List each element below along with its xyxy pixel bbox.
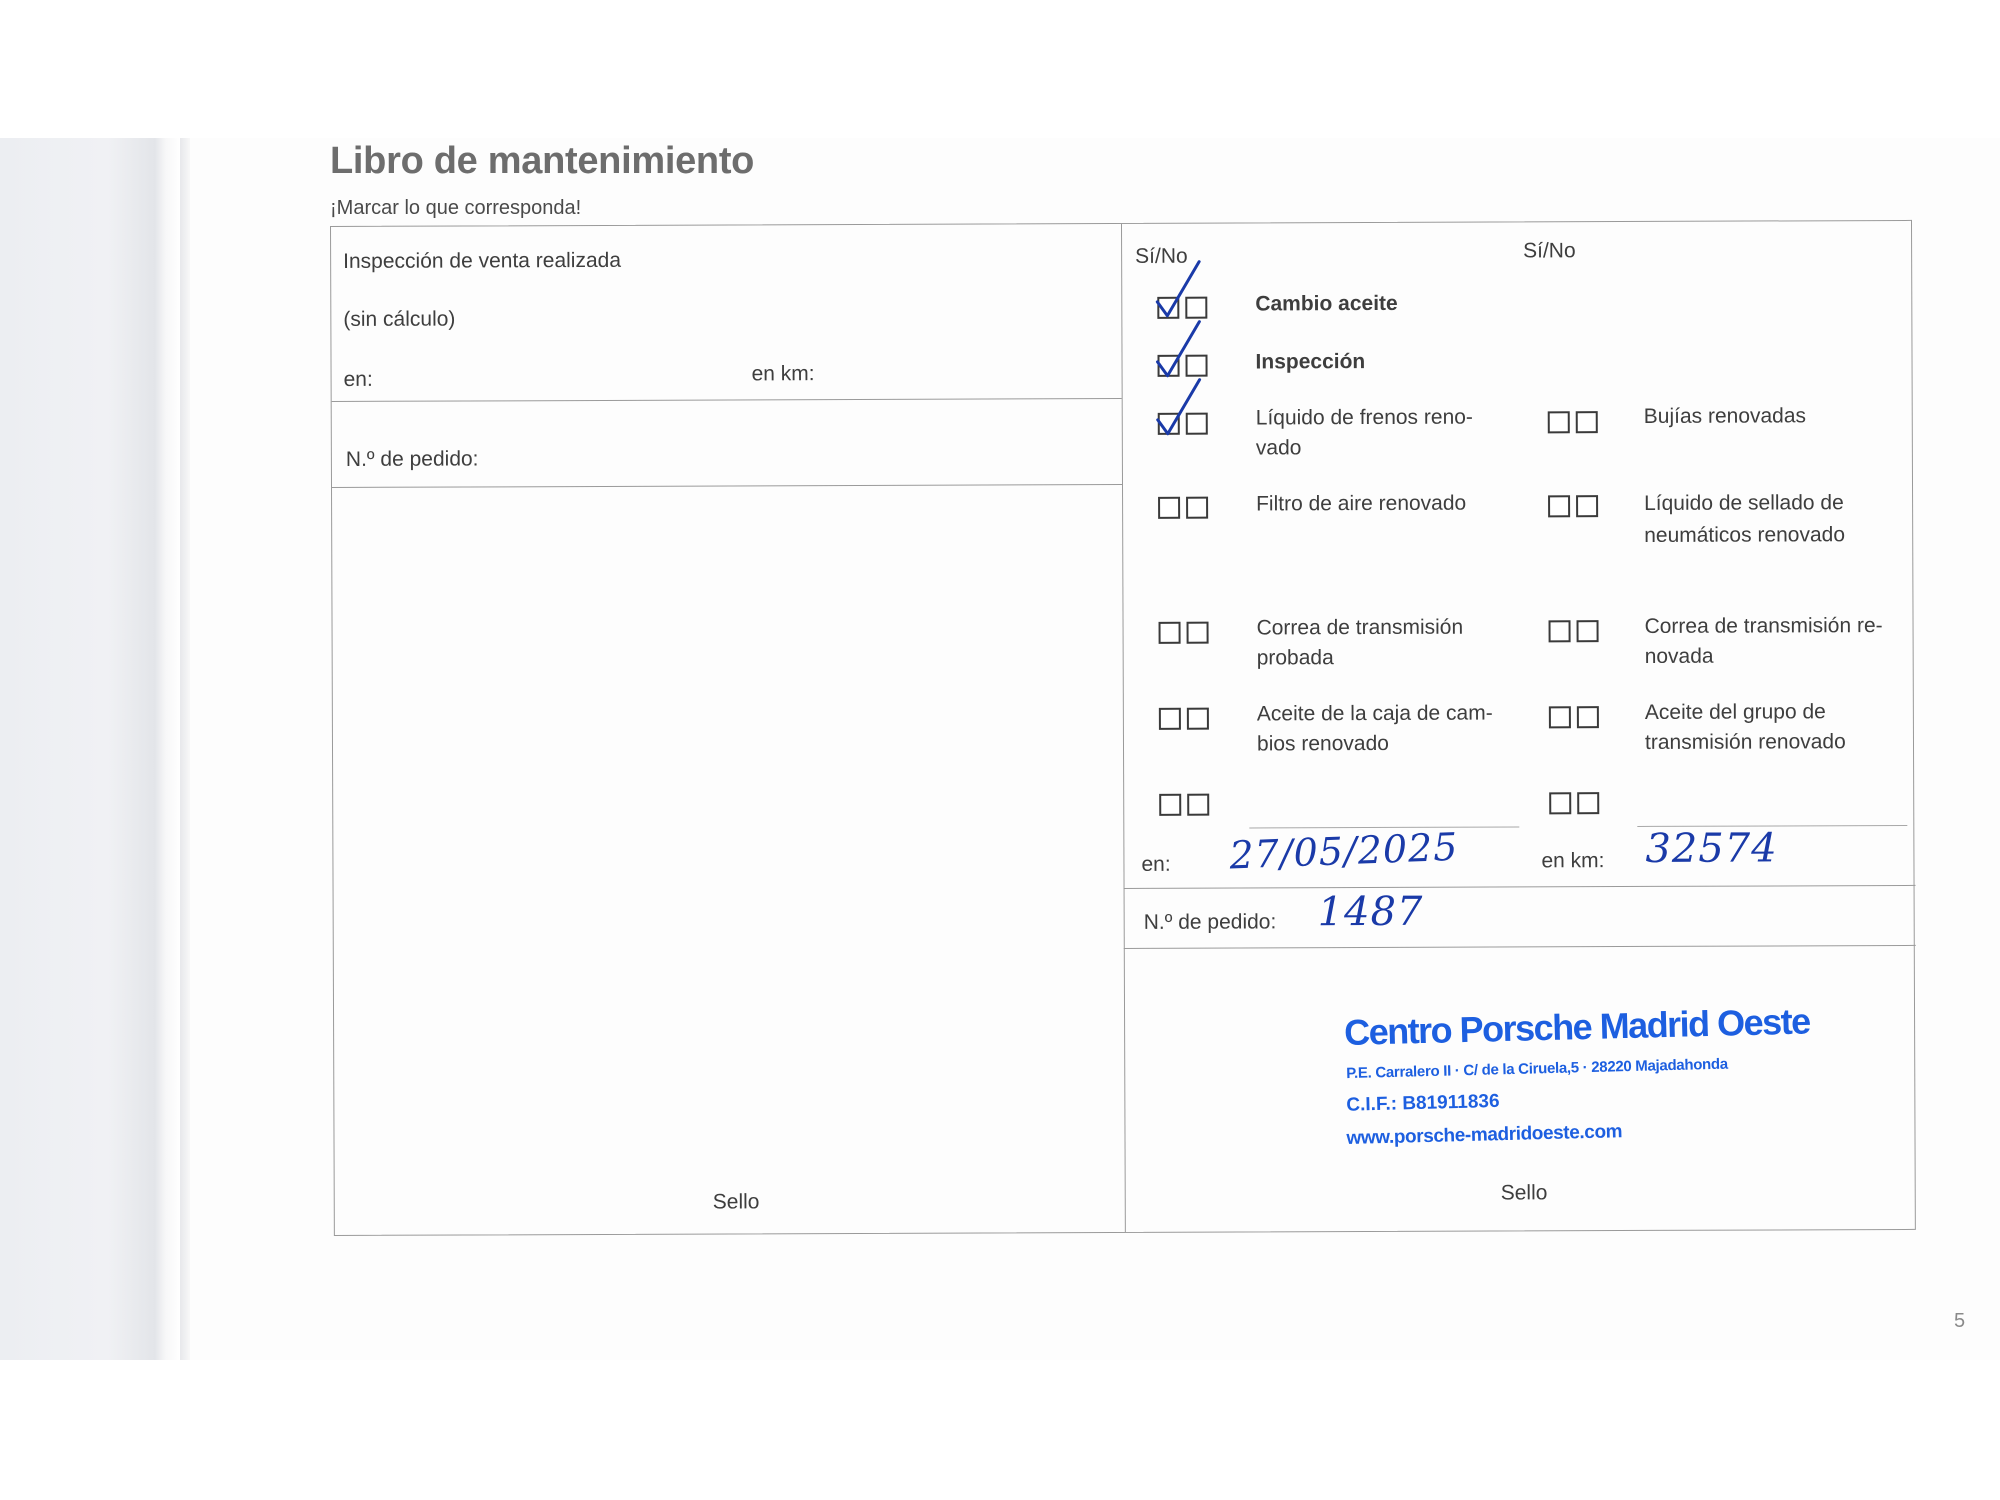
- dealer-stamp-name: Centro Porsche Madrid Oeste: [1343, 1000, 1811, 1053]
- belt-renewed-no-checkbox[interactable]: [1577, 620, 1599, 642]
- tire-sealant-yes-checkbox[interactable]: [1548, 495, 1570, 517]
- left-order-label: N.º de pedido:: [345, 447, 479, 471]
- order-number-handwritten[interactable]: 1487: [1317, 888, 1424, 936]
- air-filter-no-checkbox[interactable]: [1186, 497, 1208, 519]
- page-title: Libro de mantenimiento: [330, 140, 755, 182]
- left-divider-2: [332, 484, 1122, 488]
- inspection-label: Inspección: [1255, 350, 1366, 374]
- oil-change-check-mark-icon: [1149, 258, 1209, 322]
- belt-tested-label: Correa de transmisión probada: [1256, 615, 1464, 670]
- page-subtitle: ¡Marcar lo que corresponda!: [330, 197, 582, 219]
- dealer-stamp-cif: C.I.F.: B81911836: [1346, 1090, 1500, 1116]
- transmission-oil-yes-checkbox[interactable]: [1549, 706, 1571, 728]
- custom-right-yes-checkbox[interactable]: [1549, 792, 1571, 814]
- left-en-km-label: en km:: [751, 362, 815, 386]
- left-stamp-label: Sello: [712, 1190, 760, 1214]
- air-filter-label: Filtro de aire renovado: [1256, 491, 1467, 516]
- dealer-stamp-address: P.E. Carralero II · C/ de la Ciruela,5 · 28220 Majadahonda: [1346, 1055, 1729, 1083]
- transmission-oil-label: Aceite del grupo de transmisión renovado: [1644, 700, 1846, 754]
- gearbox-oil-yes-checkbox[interactable]: [1159, 708, 1181, 730]
- left-divider-1: [332, 398, 1122, 402]
- maintenance-form: [330, 220, 1916, 1236]
- tire-sealant-no-checkbox[interactable]: [1576, 495, 1598, 517]
- right-divider-1: [1124, 885, 1916, 889]
- book-spine-edge: [180, 138, 190, 1360]
- spark-plugs-no-checkbox[interactable]: [1576, 411, 1598, 433]
- inspection-check-mark-icon: [1149, 318, 1209, 382]
- belt-tested-no-checkbox[interactable]: [1187, 622, 1209, 644]
- transmission-oil-no-checkbox[interactable]: [1577, 706, 1599, 728]
- air-filter-yes-checkbox[interactable]: [1158, 497, 1180, 519]
- gearbox-oil-label: Aceite de la caja de cam-bios renovado: [1256, 701, 1493, 756]
- brake-fluid-label: Líquido de frenos reno-vado: [1255, 405, 1473, 460]
- gearbox-oil-no-checkbox[interactable]: [1187, 708, 1209, 730]
- belt-tested-yes-checkbox[interactable]: [1159, 622, 1181, 644]
- spark-plugs-yes-checkbox[interactable]: [1548, 411, 1570, 433]
- custom-left-yes-checkbox[interactable]: [1159, 794, 1181, 816]
- right-en-km-label: en km:: [1541, 849, 1605, 873]
- belt-renewed-yes-checkbox[interactable]: [1549, 620, 1571, 642]
- left-en-label: en:: [343, 367, 373, 391]
- column-divider: [1121, 224, 1126, 1232]
- brake-fluid-check-mark-icon: [1150, 376, 1210, 440]
- no-calc-label: (sin cálculo): [343, 307, 456, 331]
- sale-inspection-label: Inspección de venta realizada: [343, 248, 622, 273]
- oil-change-label: Cambio aceite: [1255, 291, 1398, 316]
- book-spine-shadow: [0, 138, 180, 1360]
- page-number: 5: [1954, 1310, 1966, 1332]
- spark-plugs-label: Bujías renovadas: [1643, 404, 1807, 428]
- si-no-header-left: Sí/No: [1135, 244, 1188, 268]
- service-date-handwritten[interactable]: 27/05/2025: [1228, 824, 1460, 878]
- dealer-stamp-website: www.porsche-madridoeste.com: [1346, 1121, 1623, 1149]
- service-km-handwritten[interactable]: 32574: [1645, 825, 1778, 872]
- custom-left-no-checkbox[interactable]: [1187, 794, 1209, 816]
- si-no-header-right: Sí/No: [1523, 239, 1576, 263]
- custom-right-no-checkbox[interactable]: [1577, 792, 1599, 814]
- right-en-label: en:: [1141, 852, 1171, 876]
- tire-sealant-label: Líquido de sellado de neumáticos renovado: [1644, 491, 1846, 547]
- right-order-label: N.º de pedido:: [1143, 910, 1277, 934]
- right-divider-2: [1124, 945, 1916, 949]
- right-stamp-label: Sello: [1500, 1181, 1548, 1205]
- belt-renewed-label: Correa de transmisión re-novada: [1644, 614, 1883, 668]
